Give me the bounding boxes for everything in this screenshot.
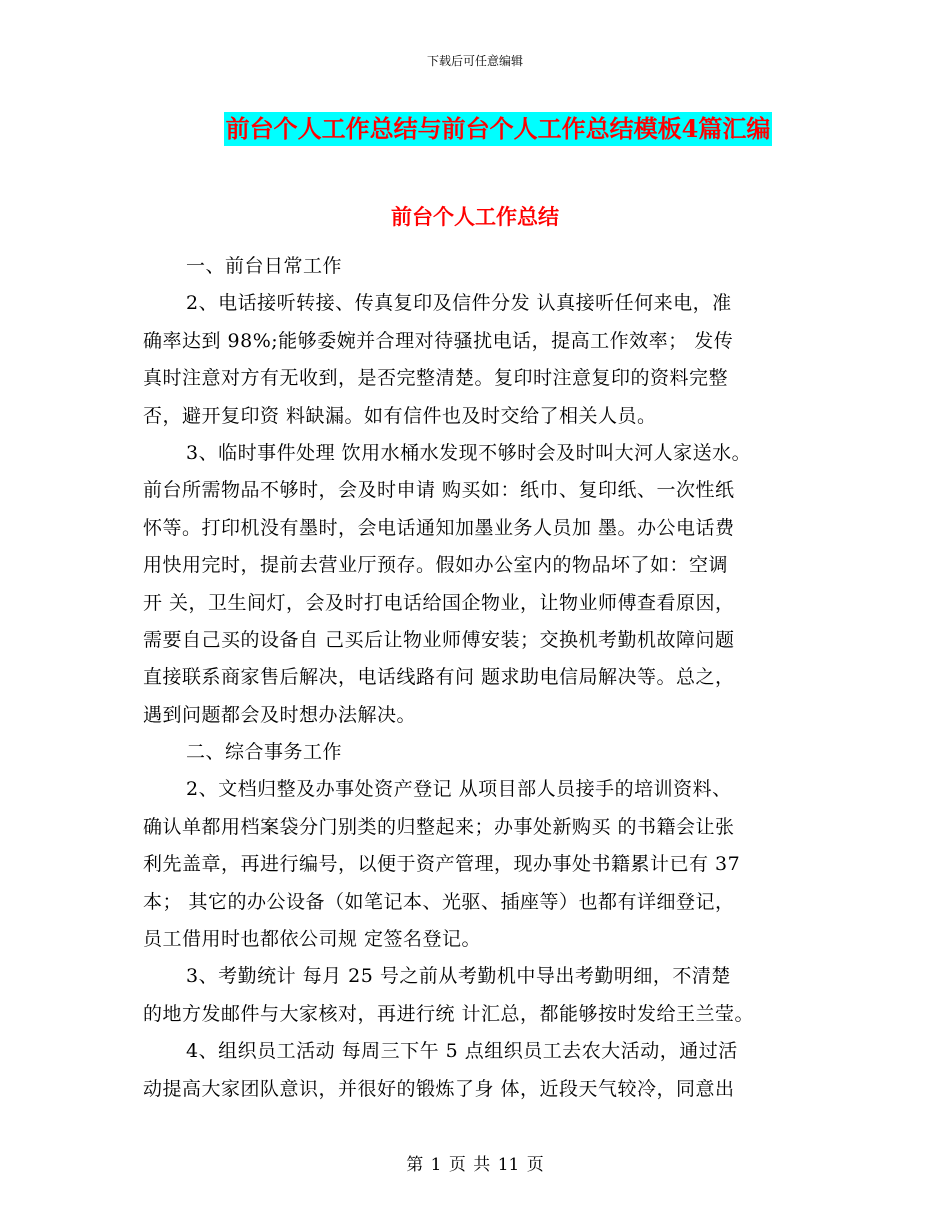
paragraph-line: 利先盖章，再进行编号，以便于资产管理，现办事处书籍累计已有 37 bbox=[143, 853, 741, 876]
paragraph-line: 本； 其它的办公设备（如笔记本、光驱、插座等）也都有详细登记， bbox=[143, 890, 735, 913]
paragraph-line: 确率达到 98%;能够委婉并合理对待骚扰电话，提高工作效率； 发传 bbox=[143, 329, 734, 352]
document-title-wrapper bbox=[0, 112, 950, 146]
paragraph-line: 真时注意对方有无收到，是否完整清楚。复印时注意复印的资料完整 bbox=[143, 367, 729, 390]
section-title: 前台个人工作总结 bbox=[391, 204, 559, 229]
document-body bbox=[143, 248, 813, 1108]
section-heading: 二、综合事务工作 bbox=[186, 741, 343, 764]
page-header: 下载后可任意编辑 bbox=[426, 54, 523, 68]
paragraph-line: 前台所需物品不够时，会及时申请 购买如：纸巾、复印纸、一次性纸 bbox=[143, 479, 735, 502]
paragraph-line: 用快用完时，提前去营业厅预存。假如办公室内的物品坏了如：空调 bbox=[143, 554, 729, 577]
paragraph-line: 的地方发邮件与大家核对，再进行统 计汇总，都能够按时发给王兰莹。 bbox=[143, 1002, 755, 1025]
paragraph-line: 遇到问题都会及时想办法解决。 bbox=[143, 703, 417, 726]
paragraph-line: 开 关，卫生间灯，会及时打电话给国企物业，让物业师傅查看原因， bbox=[143, 591, 735, 614]
paragraph-line: 2、电话接听转接、传真复印及信件分发 认真接听任何来电，准 bbox=[186, 292, 732, 315]
page-number-footer: 第 1 页 共 11 页 bbox=[406, 1155, 544, 1175]
paragraph-line: 怀等。打印机没有墨时，会电话通知加墨业务人员加 墨。办公电话费 bbox=[143, 516, 735, 539]
paragraph-line: 3、考勤统计 每月 25 号之前从考勤机中导出考勤明细，不清楚 bbox=[186, 965, 731, 988]
paragraph-line: 需要自己买的设备自 己买后让物业师傅安装；交换机考勤机故障问题 bbox=[143, 628, 735, 651]
section-heading: 一、前台日常工作 bbox=[186, 255, 343, 277]
paragraph-line: 确认单都用档案袋分门别类的归整起来；办事处新购买 的书籍会让张 bbox=[143, 815, 735, 838]
paragraph-line: 直接联系商家售后解决，电话线路有问 题求助电信局解决等。总之， bbox=[143, 666, 735, 689]
paragraph-line: 否，避开复印资 料缺漏。如有信件也及时交给了相关人员。 bbox=[143, 404, 657, 427]
paragraph-line: 4、组织员工活动 每周三下午 5 点组织员工去农大活动，通过活 bbox=[186, 1040, 738, 1063]
document-title: 前台个人工作总结与前台个人工作总结模板4篇汇编 bbox=[224, 112, 773, 146]
paragraph-line: 员工借用时也都依公司规 定签名登记。 bbox=[143, 928, 482, 951]
paragraph-line: 2、文档归整及办事处资产登记 从项目部人员接手的培训资料、 bbox=[186, 778, 732, 801]
paragraph-line: 动提高大家团队意识，并很好的锻炼了身 体，近段天气较冷，同意出 bbox=[143, 1077, 735, 1100]
paragraph-line: 3、临时事件处理 饮用水桶水发现不够时会及时叫大河人家送水。 bbox=[186, 441, 752, 464]
